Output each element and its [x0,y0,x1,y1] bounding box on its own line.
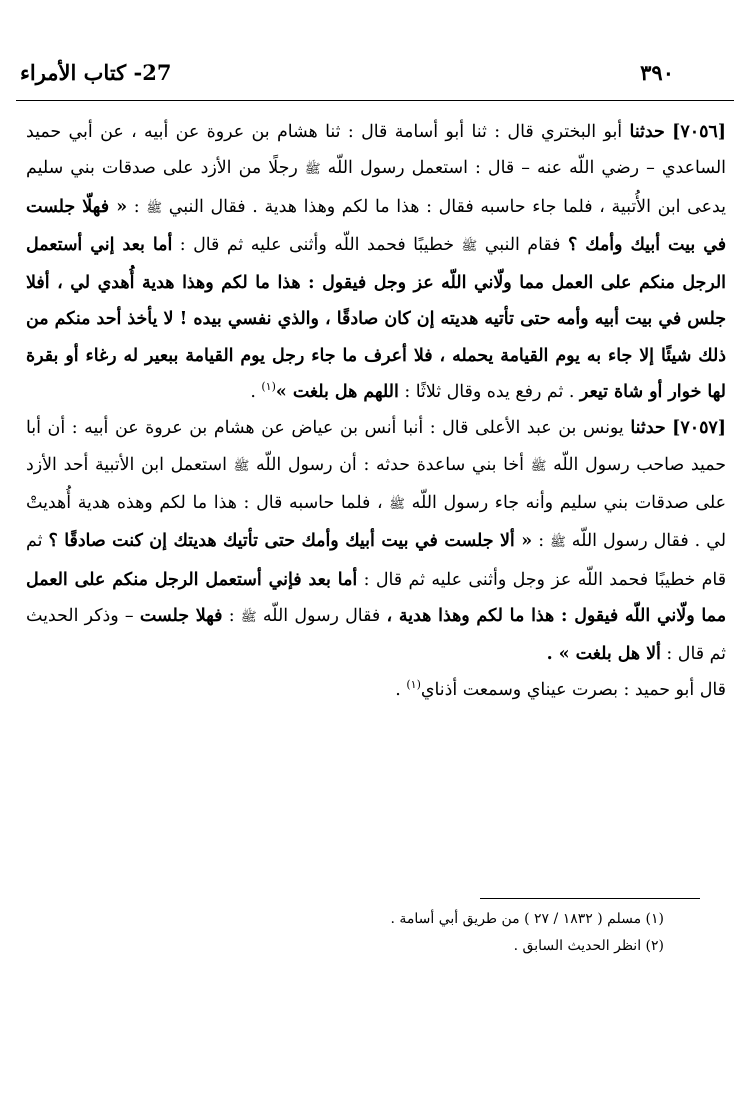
pbuh-glyph: ﷺ [530,458,547,474]
text-segment: : [133,196,140,217]
haddathana: حدثنا [629,122,665,142]
text-segment: . [395,680,401,701]
pbuh-glyph: ﷺ [389,496,405,512]
footnote-item: (١) مسلم ( ١٨٣٢ / ٢٧ ) من طريق أبي أسامة . [390,911,664,927]
hadith-7057 [26,410,726,708]
matn-bold: أما بعد إني أستعمل الرجل منكم على العمل مما ولّاني اللّه عز وجل فيقول : هذا ما لكم وهذا هدية أُهدي لي ، أفلا جلس في بيت أبيه وأمه حتى تأتيه هديته إن كان صادقًا ، والذي نفسي بيده ! لا يأخذ أحد منكم من ذلك شيئًا إلا جاء به يوم القيامة يحمله ، فلا أعرف ما جاء رجل يوم القيامة ببعير له رغاء أو بقرة لها خوار أو شاة تيعر [26,234,726,403]
text-segment: : [538,531,545,552]
matn-bold: اللهم هل بلغت » [275,382,399,403]
hadith-number: [٧٠٥٧] [672,418,726,439]
text-segment: : [228,605,235,626]
text-segment: – وذكر الحديث ثم قال : [26,605,726,665]
hadith-7056 [26,114,726,410]
chapter-title: 27- كتاب الأمراء [20,60,172,85]
haddathana: حدثنا [630,418,666,439]
pbuh-glyph: ﷺ [461,238,478,254]
text-segment: فقام النبي [484,234,561,255]
main-text [26,114,726,709]
footnote-marker[interactable]: (١) [406,678,421,692]
footnote-divider [480,898,700,899]
footnote-marker[interactable]: (١) [261,380,276,394]
matn-bold: فهلا جلست [139,605,223,626]
pbuh-glyph: ﷺ [550,535,566,551]
pbuh-glyph: ﷺ [146,200,163,216]
header-divider [16,100,734,101]
text-segment: قال أبو حميد : بصرت عيناي وسمعت أذناي [420,680,726,701]
matn-bold: أما بعد فإني أستعمل الرجل منكم على العمل مما ولّاني اللّه فيقول : هذا ما لكم وهذا هدية ، [26,569,727,626]
footnote-item: (٢) انظر الحديث السابق . [513,938,664,954]
text-segment: خطيبًا فحمد اللّه وأثنى عليه ثم قال : [179,234,454,255]
pbuh-glyph: ﷺ [240,609,257,625]
text-segment: ، فلما حاسبه قال : هذا ما لكم وهذه هدية أُهديتْ لي . فقال رسول اللّه [26,492,727,552]
page-number: ٣٩٠ [640,60,674,85]
hadith-number: [٧٠٥٦] [672,122,726,142]
text-segment: أخا بني ساعدة حدثه : أن رسول اللّه [256,454,525,475]
text-segment: يونس بن عبد الأعلى قال : أنبا أنس بن عياض عن هشام بن عروة عن أبيه : أن أبا حميد صاحب رسول اللّه [26,418,727,475]
footnotes [64,906,664,960]
text-segment: ثم قام خطيبًا فحمد اللّه عز وجل وأثنى عليه ثم قال : [26,531,727,590]
pbuh-glyph: ﷺ [304,162,321,178]
matn-bold: ألا هل بلغت » . [546,644,661,665]
matn-bold: « فهلّا جلست في بيت أبيك وأمك ؟ [26,196,727,255]
isnad: أبو البختري قال : ثنا أبو أسامة قال : ثنا هشام بن عروة عن أبيه ، عن أبي حميد الساعدي – رضي اللّه عنه – قال : استعمل رسول اللّه [26,122,726,179]
text-segment: . ثم رفع يده وقال ثلاثًا : [404,382,575,403]
text-segment: رجلًا من الأزد على صدقات بني سليم يدعى ابن الأُتبية ، فلما جاء حاسبه فقال : هذا ما لكم وهذا هدية . فقال النبي [26,158,727,217]
matn-bold: « ألا جلست في بيت أبيك وأمك حتى تأتيك هديتك إن كنت صادقًا ؟ [48,531,533,552]
text-segment: فقال رسول اللّه [262,605,381,626]
pbuh-glyph: ﷺ [233,458,250,474]
text-segment: استعمل ابن الأتبية أحد الأزد على صدقات بني سليم وأنه جاء رسول اللّه [26,454,726,513]
page-header [0,54,752,94]
text-segment: . [250,382,256,403]
